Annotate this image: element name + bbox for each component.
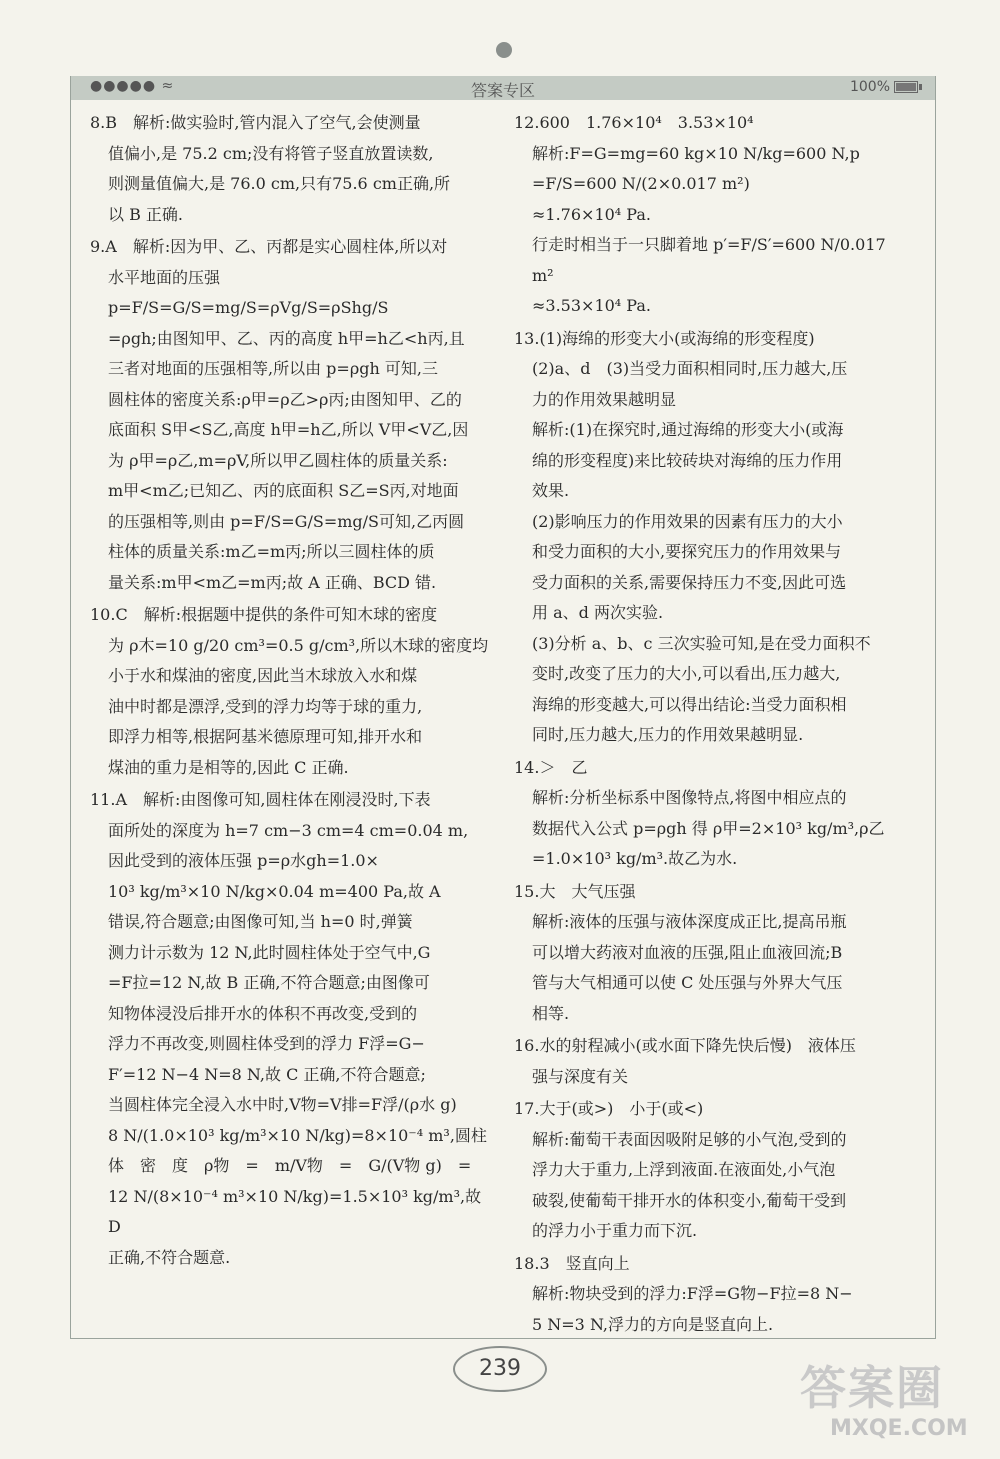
answer-q18 bbox=[514, 1249, 908, 1341]
answer-line: 用 a、d 两次实验. bbox=[532, 603, 664, 622]
binding-hole-dot bbox=[496, 42, 512, 58]
watermark-url: MXQE.COM bbox=[830, 1416, 968, 1441]
answer-line: ≈1.76×10⁴ Pa. bbox=[532, 204, 651, 224]
answer-line: 数据代入公式 p=ρgh 得 ρ甲=2×10³ kg/m³,ρ乙 bbox=[532, 818, 885, 838]
answer-line: 柱体的质量关系:m乙=m丙;所以三圆柱体的质 bbox=[108, 542, 435, 561]
answer-line: 当圆柱体完全浸入水中时,V物=V排=F浮/(ρ水 g) bbox=[108, 1095, 457, 1114]
answer-line: 浮力大于重力,上浮到液面.在液面处,小气泡 bbox=[532, 1160, 836, 1179]
answer-line: 油中时都是漂浮,受到的浮力均等于球的重力, bbox=[108, 696, 423, 716]
answer-first-line: 13.(1)海绵的形变大小(或海绵的形变程度) bbox=[514, 328, 815, 348]
answer-line: =F/S=600 N/(2×0.017 m²) bbox=[532, 174, 750, 193]
answer-q14 bbox=[514, 753, 908, 875]
answer-first-line: 18.3 竖直向上 bbox=[514, 1253, 630, 1273]
answer-line: 绵的形变程度)来比较砖块对海绵的压力作用 bbox=[532, 450, 843, 470]
answer-line: 受力面积的关系,需要保持压力不变,因此可选 bbox=[532, 572, 847, 592]
answer-first-line: 9.A 解析:因为甲、乙、丙都是实心圆柱体,所以对 bbox=[90, 237, 448, 256]
watermark-logo: 答案圈 bbox=[800, 1361, 944, 1415]
answer-q9 bbox=[90, 232, 490, 598]
answer-line: (2)a、d (3)当受力面积相同时,压力越大,压 bbox=[532, 359, 848, 378]
answer-line: 小于水和煤油的密度,因此当木球放入水和煤 bbox=[108, 666, 418, 685]
answer-line: =F拉=12 N,故 B 正确,不符合题意;由图像可 bbox=[108, 973, 430, 992]
section-title: 答案专区 bbox=[470, 81, 535, 100]
answer-q16 bbox=[514, 1031, 908, 1092]
battery-indicator: 100% bbox=[850, 79, 918, 95]
answer-q17 bbox=[514, 1094, 908, 1247]
answer-q10 bbox=[90, 600, 490, 783]
answer-line: 正确,不符合题意. bbox=[108, 1247, 231, 1267]
answer-first-line: 12.600 1.76×10⁴ 3.53×10⁴ bbox=[514, 113, 754, 132]
answer-q13 bbox=[514, 324, 908, 751]
answer-line: 体 密 度 ρ物 = m/V物 = G/(V物 g) = bbox=[108, 1156, 472, 1175]
answer-line: 即浮力相等,根据阿基米德原理可知,排开水和 bbox=[108, 727, 423, 746]
answer-line: 变时,改变了压力的大小,可以看出,压力越大, bbox=[532, 664, 841, 683]
answer-line: (2)影响压力的作用效果的因素有压力的大小 bbox=[532, 511, 843, 531]
answer-line: 浮力不再改变,则圆柱体受到的浮力 F浮=G− bbox=[108, 1034, 425, 1053]
answer-line: 解析:液体的压强与液体深度成正比,提高吊瓶 bbox=[532, 912, 847, 931]
page-number: 239 bbox=[453, 1346, 547, 1392]
answer-line: 为 ρ甲=ρ乙,m=ρV,所以甲乙圆柱体的质量关系: bbox=[108, 450, 448, 470]
answer-line: 则测量值偏大,是 76.0 cm,只有75.6 cm正确,所 bbox=[108, 174, 451, 193]
answer-line: 相等. bbox=[532, 1003, 570, 1023]
answer-line: 解析:(1)在探究时,通过海绵的形变大小(或海 bbox=[532, 420, 844, 439]
answer-line: 和受力面积的大小,要探究压力的作用效果与 bbox=[532, 542, 842, 561]
answer-first-line: 15.大 大气压强 bbox=[514, 881, 636, 901]
answer-line: 同时,压力越大,压力的作用效果越明显. bbox=[532, 725, 804, 744]
answer-line: 管与大气相通可以使 C 处压强与外界大气压 bbox=[532, 973, 843, 992]
answer-line: 行走时相当于一只脚着地 p′=F/S′=600 N/0.017 m² bbox=[532, 235, 886, 285]
answer-q15 bbox=[514, 877, 908, 1030]
answer-line: =ρgh;由图知甲、乙、丙的高度 h甲=h乙<h丙,且 bbox=[108, 328, 465, 348]
answer-line: 面所处的深度为 h=7 cm−3 cm=4 cm=0.04 m, bbox=[108, 820, 469, 840]
answer-line: 力的作用效果越明显 bbox=[532, 389, 677, 409]
answer-line: 煤油的重力是相等的,因此 C 正确. bbox=[108, 757, 349, 777]
answer-line: 水平地面的压强 p=F/S=G/S=mg/S=ρVg/S=ρShg/S bbox=[108, 267, 389, 317]
answer-line: ≈3.53×10⁴ Pa. bbox=[532, 296, 651, 315]
answer-line: (3)分析 a、b、c 三次实验可知,是在受力面积不 bbox=[532, 633, 871, 653]
answer-line: 三者对地面的压强相等,所以由 p=ρgh 可知,三 bbox=[108, 359, 438, 378]
answer-line: 测力计示数为 12 N,此时圆柱体处于空气中,G bbox=[108, 942, 431, 962]
answer-line: 解析:分析坐标系中图像特点,将图中相应点的 bbox=[532, 788, 847, 807]
answer-line: 错误,符合题意;由图像可知,当 h=0 时,弹簧 bbox=[108, 912, 413, 931]
answer-line: 的浮力小于重力而下沉. bbox=[532, 1221, 698, 1240]
answer-line: 的压强相等,则由 p=F/S=G/S=mg/S可知,乙丙圆 bbox=[108, 511, 465, 531]
answer-line: 破裂,使葡萄干排开水的体积变小,葡萄干受到 bbox=[532, 1190, 847, 1210]
answer-line: 可以增大药液对血液的压强,阻止血液回流;B bbox=[532, 942, 843, 962]
answer-line: 解析:F=G=mg=60 kg×10 N/kg=600 N,p bbox=[532, 143, 860, 163]
answer-line: 效果. bbox=[532, 481, 570, 500]
answer-first-line: 14.＞ 乙 bbox=[514, 757, 588, 777]
answer-line: m甲<m乙;已知乙、丙的底面积 S乙=S丙,对地面 bbox=[108, 481, 459, 500]
left-column bbox=[90, 108, 490, 1275]
answer-first-line: 11.A 解析:由图像可知,圆柱体在刚浸没时,下表 bbox=[90, 790, 431, 809]
answer-line: 量关系:m甲<m乙=m丙;故 A 正确、BCD 错. bbox=[108, 572, 437, 592]
answer-line: 知物体浸没后排开水的体积不再改变,受到的 bbox=[108, 1003, 418, 1023]
answer-line: 5 N=3 N,浮力的方向是竖直向上. bbox=[532, 1314, 774, 1334]
answer-line: 为 ρ木=10 g/20 cm³=0.5 g/cm³,所以木球的密度均 bbox=[108, 635, 489, 655]
answer-line: 12 N/(8×10⁻⁴ m³×10 N/kg)=1.5×10³ kg/m³,故 D bbox=[108, 1186, 482, 1236]
answer-q8 bbox=[90, 108, 490, 230]
answer-line: 以 B 正确. bbox=[108, 204, 184, 224]
answer-line: 强与深度有关 bbox=[532, 1066, 629, 1086]
answer-line: 海绵的形变越大,可以得出结论:当受力面积相 bbox=[532, 694, 847, 714]
answer-first-line: 17.大于(或>) 小于(或<) bbox=[514, 1099, 704, 1118]
answer-line: 8 N/(1.0×10³ kg/m³×10 N/kg)=8×10⁻⁴ m³,圆柱 bbox=[108, 1125, 487, 1145]
answer-line: 值偏小,是 75.2 cm;没有将管子竖直放置读数, bbox=[108, 143, 434, 163]
answer-line: 圆柱体的密度关系:ρ甲=ρ乙>ρ丙;由图知甲、乙的 bbox=[108, 389, 462, 409]
answer-line: 解析:葡萄干表面因吸附足够的小气泡,受到的 bbox=[532, 1129, 847, 1149]
answer-first-line: 10.C 解析:根据题中提供的条件可知木球的密度 bbox=[90, 605, 438, 624]
signal-icon: ●●●●● ≈ bbox=[90, 78, 175, 94]
right-column bbox=[514, 108, 908, 1342]
answer-line: 因此受到的液体压强 p=ρ水gh=1.0× bbox=[108, 851, 379, 870]
answer-q12 bbox=[514, 108, 908, 322]
answer-line: 10³ kg/m³×10 N/kg×0.04 m=400 Pa,故 A bbox=[108, 881, 441, 901]
answer-line: 解析:物块受到的浮力:F浮=G物−F拉=8 N− bbox=[532, 1284, 853, 1303]
answer-line: 底面积 S甲<S乙,高度 h甲=h乙,所以 V甲<V乙,因 bbox=[108, 420, 469, 439]
answer-first-line: 16.水的射程减小(或水面下降先快后慢) 液体压 bbox=[514, 1036, 856, 1055]
answer-line: =1.0×10³ kg/m³.故乙为水. bbox=[532, 849, 738, 868]
answer-q11 bbox=[90, 785, 490, 1273]
answer-first-line: 8.B 解析:做实验时,管内混入了空气,会使测量 bbox=[90, 113, 421, 132]
answer-line: F′=12 N−4 N=8 N,故 C 正确,不符合题意; bbox=[108, 1064, 426, 1084]
